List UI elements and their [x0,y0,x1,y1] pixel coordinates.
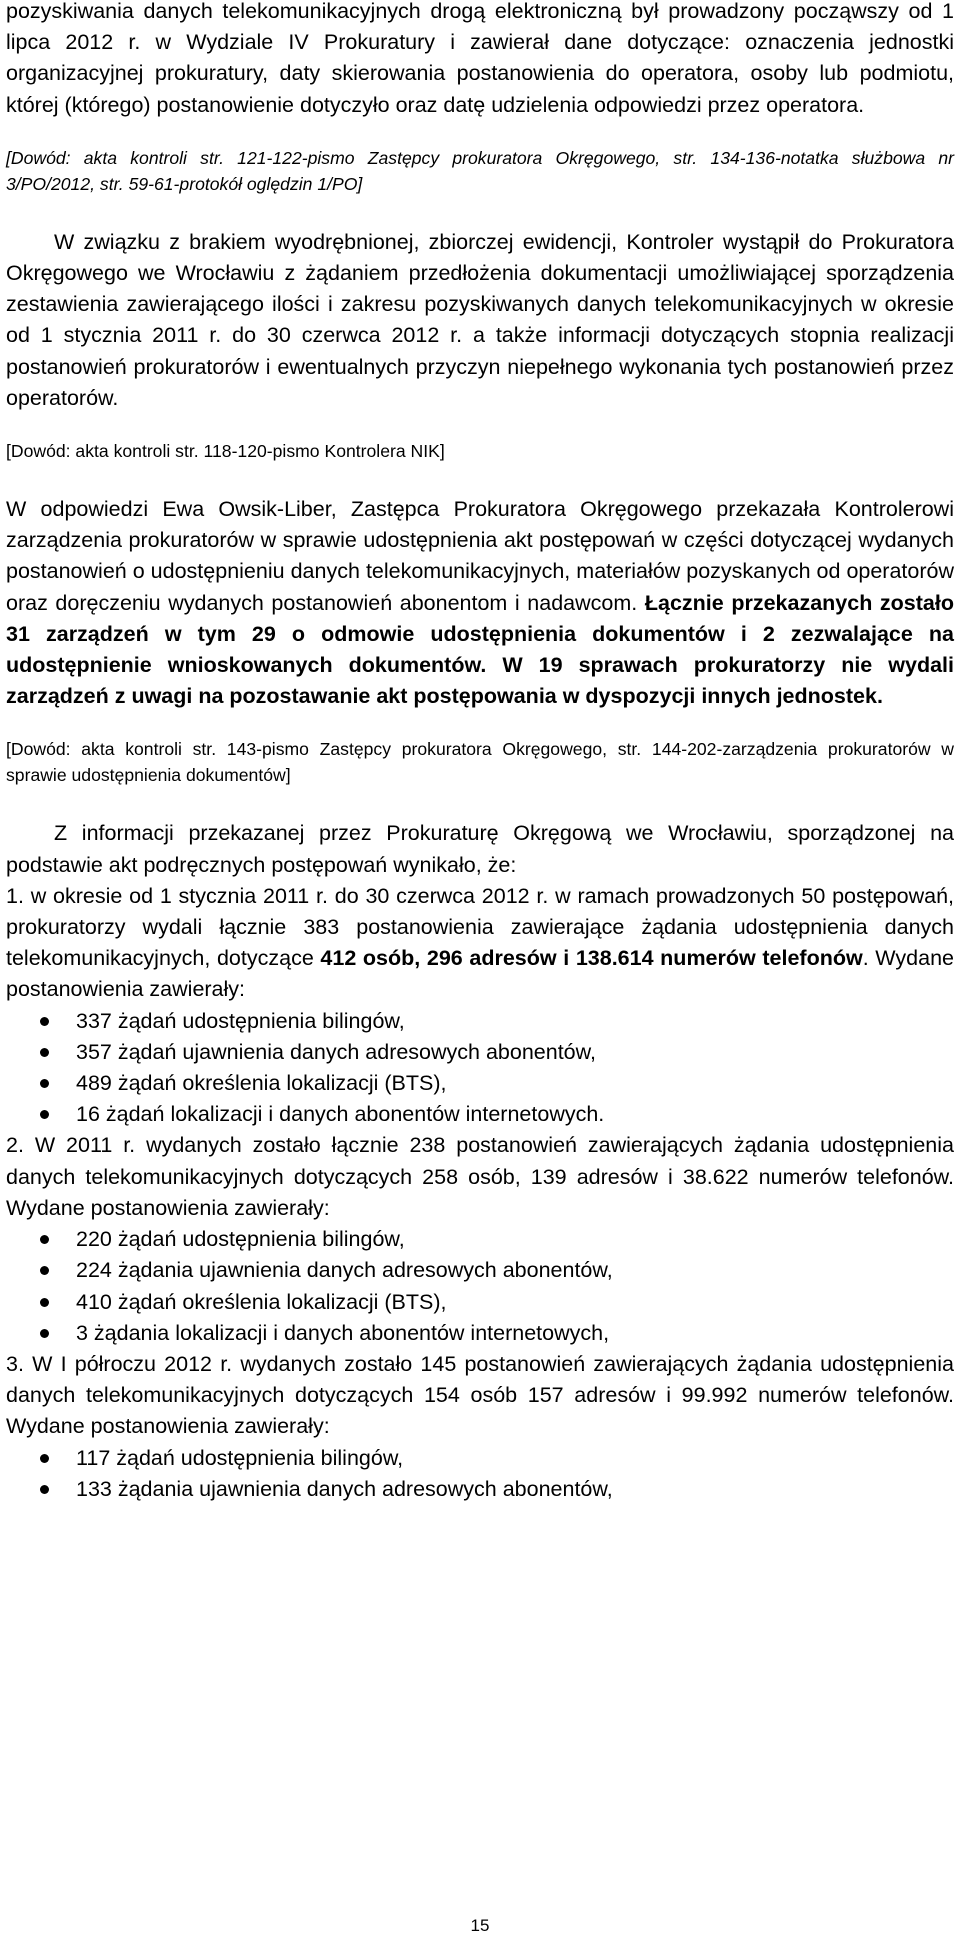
text-line: pozyskiwanych danych telekomunikacyjnych w okresie od 1 stycznia 2011 r. do [6,292,954,348]
text-line: i 99.992 numerów telefonów. Wydane postanowienia zawierały: [6,1383,954,1439]
text-line: operatora, osoby lub podmiotu, której (którego) postanowienie dotyczyło oraz datę [6,61,955,117]
bullet-icon [40,1048,49,1057]
paragraph-continuation [6,0,954,121]
text-line: 1. w okresie od 1 stycznia 2011 r. do 30 czerwca 2012 r. w ramach prowadzonych [6,883,795,908]
bold-text: Łącznie przekazanych zostało [644,590,954,615]
bullet-icon [40,1298,49,1307]
text-line: prokuratorów i ewentualnych przyczyn niepełnego wykonania tych postanowień [133,354,895,379]
citation-line: [Dowód: akta kontroli str. 118-120-pismo Kontrolera NIK] [6,441,445,462]
text-line: 2. W 2011 r. wydanych zostało łącznie 238 postanowień zawierających żądania [6,1133,810,1158]
bullet-icon [40,1329,49,1338]
citation-line: [Dowód: akta kontroli str. 143-pismo Zastępcy prokuratora Okręgowego, str. 144-202-zarządzenia [6,739,818,760]
text-line: 3. W I półroczu 2012 r. wydanych zostało 145 postanowień zawierających żądania [6,1351,812,1376]
list-item-text: 489 żądań określenia lokalizacji (BTS), [76,1071,447,1096]
list-item [40,1224,954,1255]
text-line: w części dotyczącej wydanych postanowień o udostępnieniu danych [6,528,954,584]
evidence-citation [6,145,954,197]
list-item [40,1443,954,1474]
text-line: W związku z brakiem wyodrębnionej, zbiorczej ewidencji, Kontroler wystąpił do [54,229,833,254]
text-line: przez operatorów. [6,354,954,410]
bullet-icon [40,1079,49,1088]
text-line: udostępnienia danych telekomunikacyjnych dotyczących 154 osób 157 adresów [6,1351,954,1408]
bold-text: nie wydali zarządzeń z uwagi na pozostawanie akt postępowania w dyspozycji [6,653,954,709]
list-item [40,1099,954,1130]
page-number: 15 [470,1916,490,1935]
evidence-citation [6,736,954,788]
text-line: Kontrolerowi zarządzenia prokuratorów w sprawie udostępnienia akt postępowań [6,497,954,553]
text-line: udostępnienia danych telekomunikacyjnych dotyczących 258 osób, 139 adresów [6,1133,954,1189]
bullet-icon [40,1235,49,1244]
bold-text: i 138.614 numerów telefonów [563,946,863,971]
list-item-text: 133 żądania ujawnienia danych adresowych abonentów, [76,1476,613,1501]
list-item-text: 3 żądania lokalizacji i danych abonentów internetowych, [76,1320,610,1345]
list-item-text: 337 żądań udostępnienia bilingów, [76,1008,405,1033]
bold-text: innych jednostek. [701,684,883,709]
bullet-icon [40,1017,49,1026]
citation-line: [Dowód: akta kontroli str. 121-122-pismo Zastępcy prokuratora Okręgowego, str. 134-136-notatka [6,147,839,168]
numbered-item-2 [6,1130,954,1224]
text-line: wydanych postanowień abonentom i nadawcom. [168,590,645,615]
list-item [40,1318,954,1349]
bold-text: 31 zarządzeń w tym 29 o odmowie udostępnienia dokumentów i 2 zezwalające [6,621,913,646]
paragraph-request [6,227,954,414]
list-item-text: 224 żądania ujawnienia danych adresowych abonentów, [76,1258,613,1283]
text-line: i 38.622 numerów telefonów. Wydane postanowienia zawierały: [6,1164,954,1220]
text-line: udostępnienia danych telekomunikacyjnych, dotyczące [6,915,954,971]
citation-line: prokuratorów w sprawie udostępnienia dokumentów] [6,739,955,786]
list-item-text: 357 żądań ujawnienia danych adresowych abonentów, [76,1039,596,1064]
text-line: Prokuratora Okręgowego we Wrocławiu z żądaniem przedłożenia dokumentacji [6,229,954,286]
text-line: oznaczenia jednostki organizacyjnej prokuratury, daty skierowania postanowienia do [6,30,954,86]
bullet-list-1 [6,1006,954,1131]
bullet-list-2 [6,1224,954,1349]
text-line: . Wydane postanowienia zawierały: [6,946,954,1002]
list-item [40,1474,954,1505]
paragraph-summary-intro [6,818,954,880]
text-line: począwszy od 1 lipca 2012 r. w Wydziale IV Prokuratury i zawierał dane dotyczące: [6,0,954,55]
text-line: pozyskiwania danych telekomunikacyjnych drogą elektroniczną był prowadzony [6,0,785,23]
text-line: sporządzonej na podstawie akt podręcznych postępowań wynikało, że: [6,821,954,877]
list-item [40,1255,954,1286]
text-line: udzielenia odpowiedzi przez operatora. [491,92,865,117]
bullet-icon [40,1266,49,1275]
bullet-list-3 [6,1443,954,1505]
text-line: 30 czerwca 2012 r. a także informacji dotyczących stopnia realizacji postanowień [6,323,954,379]
list-item [40,1068,954,1099]
evidence-citation [6,438,954,464]
text-line: Z informacji przekazanej przez Prokuraturę Okręgową we Wrocławiu, [54,821,773,846]
text-line: umożliwiającej sporządzenia zestawienia zawierającego ilości i zakresu [6,261,955,317]
numbered-item-3 [6,1349,954,1443]
list-item-text: 117 żądań udostępnienia bilingów, [76,1445,404,1470]
list-item-text: 410 żądań określenia lokalizacji (BTS), [76,1289,447,1314]
bullet-icon [40,1485,49,1494]
list-item [40,1287,954,1318]
bold-text: 412 osób, 296 adresów [320,946,557,971]
text-line: telekomunikacyjnych, materiałów pozyskanych od operatorów oraz doręczeniu [6,559,955,615]
numbered-item-1 [6,881,954,1006]
citation-line: służbowa nr 3/PO/2012, str. 59-61-protokół oględzin 1/PO] [6,147,954,194]
list-item [40,1037,954,1068]
list-item [40,1006,954,1037]
bullet-icon [40,1110,49,1119]
paragraph-response [6,494,954,712]
text-line: 50 postępowań, prokuratorzy wydali łącznie 383 postanowienia zawierające żądania [6,883,954,940]
document-page [6,0,954,1505]
bullet-icon [40,1454,49,1463]
bold-text: na udostępnienie wnioskowanych dokumentów. W 19 sprawach prokuratorzy [6,621,954,678]
list-item-text: 16 żądań lokalizacji i danych abonentów internetowych. [76,1102,605,1127]
text-line: W odpowiedzi Ewa Owsik-Liber, Zastępca Prokuratora Okręgowego przekazała [6,497,821,522]
list-item-text: 220 żądań udostępnienia bilingów, [76,1227,405,1252]
